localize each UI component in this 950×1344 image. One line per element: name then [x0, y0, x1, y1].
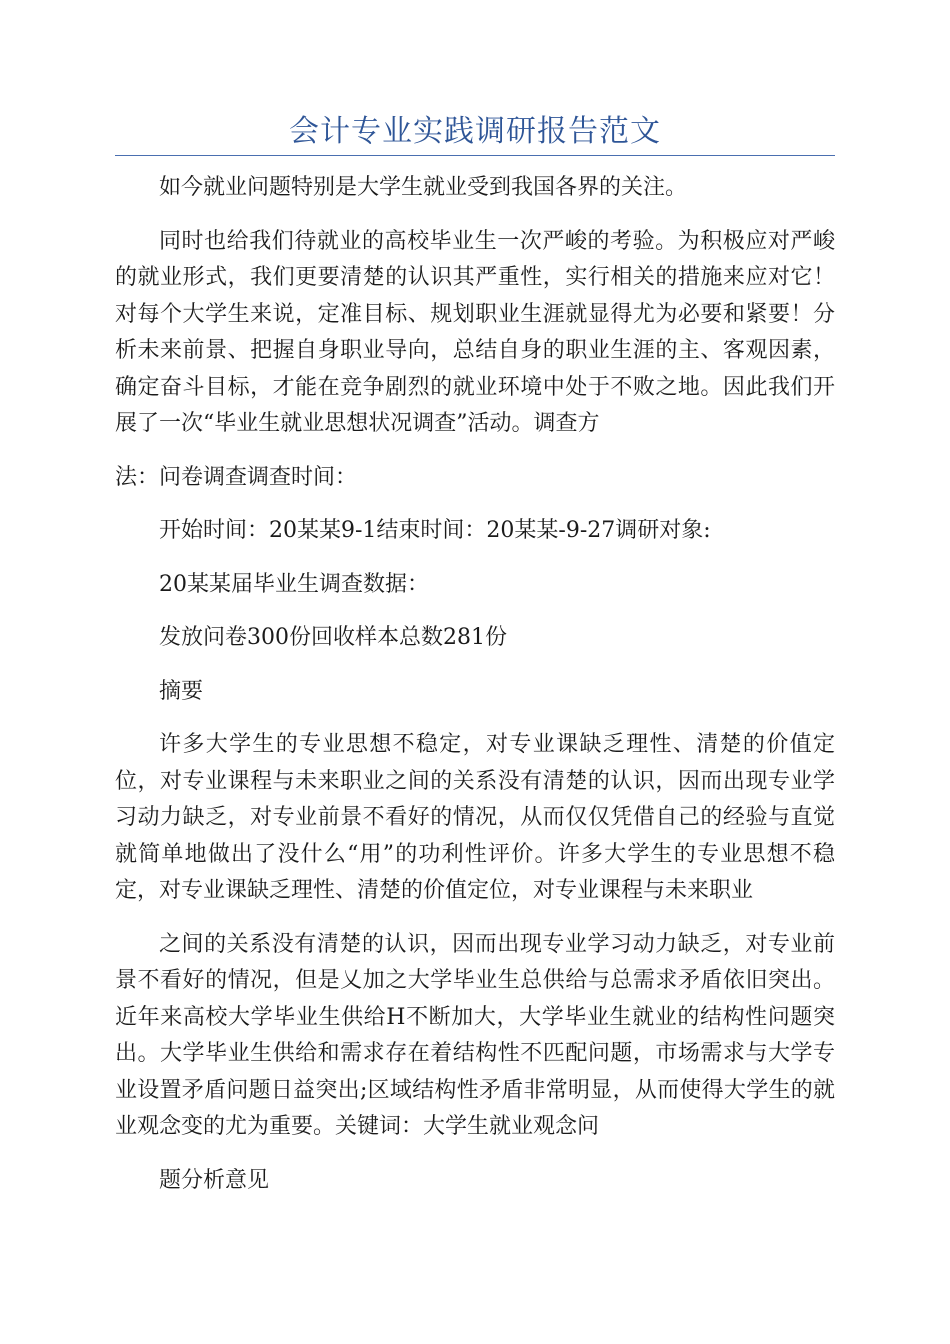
paragraph-survey-target: 20某某届毕业生调查数据：: [159, 571, 429, 597]
paragraph-intro: 如今就业问题特别是大学生就业受到我国各界的关注。: [159, 175, 688, 200]
paragraph-survey-method: 法：问卷调查调查时间：: [115, 464, 358, 490]
document-body: [115, 170, 835, 1216]
paragraph-keywords-tail: 题分析意见: [159, 1167, 270, 1193]
document-title: 会计专业实践调研报告范文: [289, 114, 661, 149]
paragraph-survey-time: 开始时间：20某某9-1结束时间：20某某-9-27调研对象:: [159, 518, 711, 543]
title-underline: [115, 155, 835, 156]
paragraph-survey-count: 发放问卷300份回收样本总数281份: [159, 625, 507, 650]
section-heading-abstract: 摘要: [159, 678, 204, 704]
paragraph-abstract-2: 之间的关系没有清楚的认识，因而出现专业学习动力缺乏，对专业前景不看好的情况，但是乂加之大学毕业生总供给与总需求矛盾依旧突出。近年来高校大学毕业生供给H不断加大，大学毕业生就业的结构性问题突出。大学毕业生供给和需求存在着结构性不匹配问题，市场需求与大学专业设置矛盾问题日益突出;区域结构性矛盾非常明显，从而使得大学生的就业观念变的尤为重要。关键词：大学生就业观念问: [115, 931, 835, 1139]
paragraph-background: 同时也给我们待就业的高校毕业生一次严峻的考验。为积极应对严峻的就业形式，我们更要清楚的认识其严重性，实行相关的措施来应对它！对每个大学生来说，定准目标、规划职业生涯就显得尤为必要和紧要！分析未来前景、把握自身职业导向，总结自身的职业生涯的主、客观因素，确定奋斗目标，才能在竞争剧烈的就业环境中处于不败之地。因此我们开展了一次“毕业生就业思想状况调查”活动。调查方: [115, 228, 835, 436]
paragraph-abstract-1: 许多大学生的专业思想不稳定，对专业课缺乏理性、清楚的价值定位，对专业课程与未来职业之间的关系没有清楚的认识，因而出现专业学习动力缺乏，对专业前景不看好的情况，从而仅仅凭借自己的经验与直觉就简单地做出了没什么“用”的功利性评价。许多大学生的专业思想不稳定，对专业课缺乏理性、清楚的价值定位，对专业课程与未来职业: [115, 732, 835, 903]
